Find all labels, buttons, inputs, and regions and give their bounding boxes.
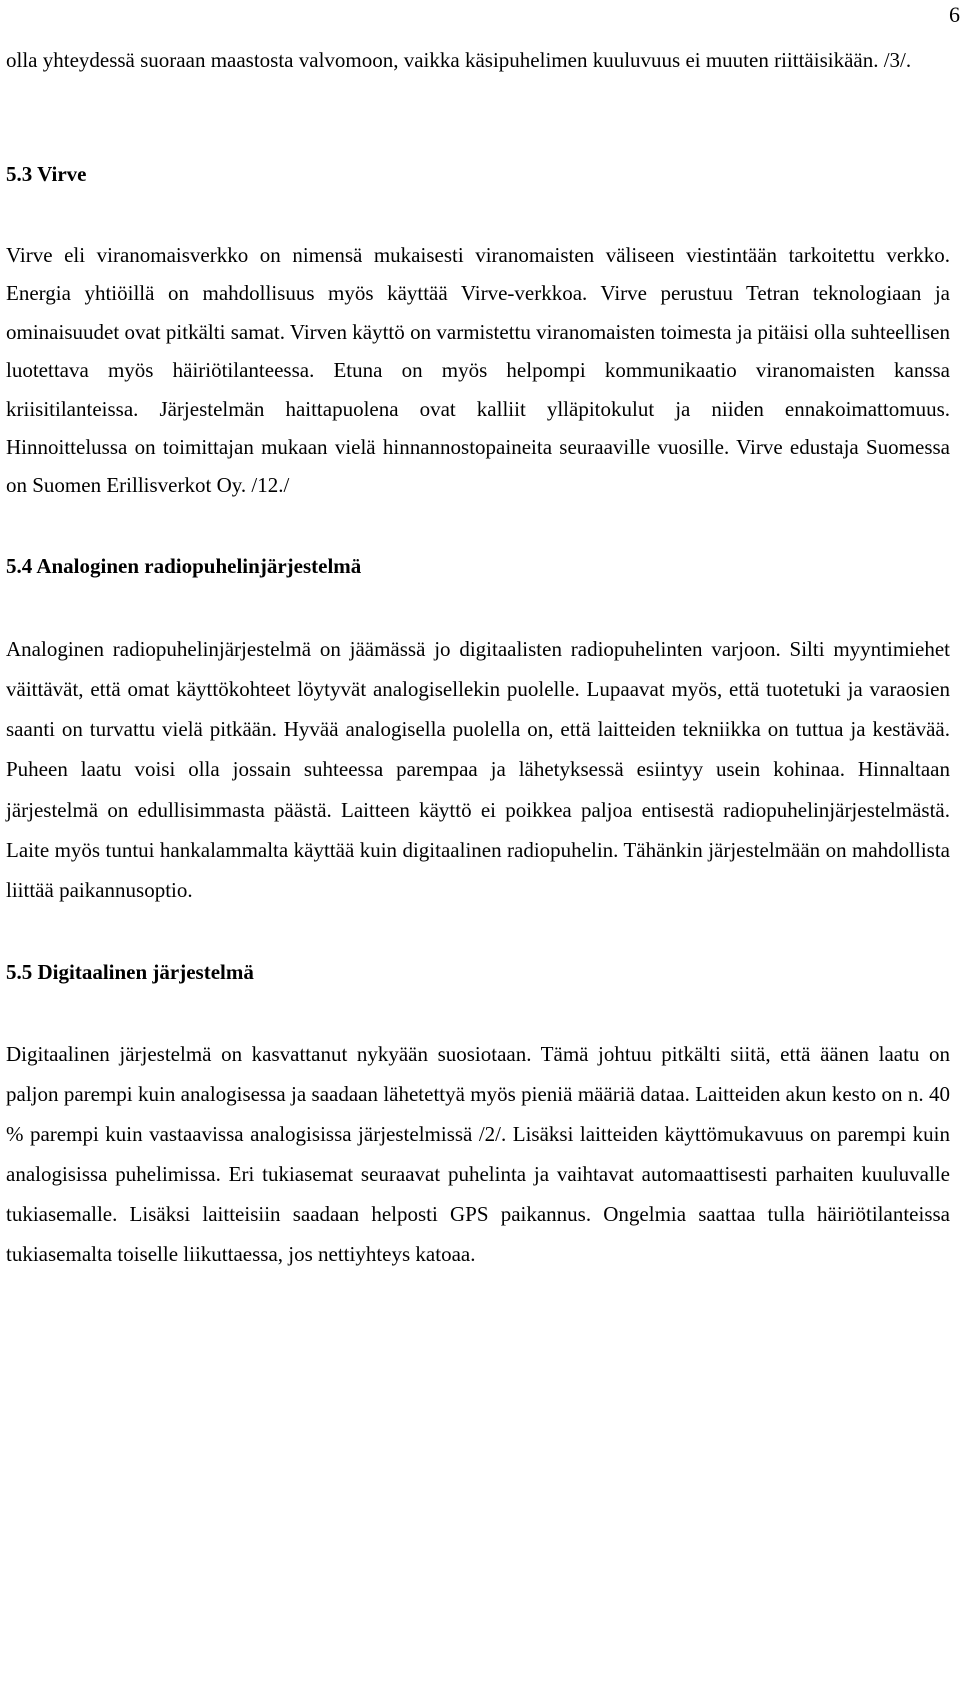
document-body xyxy=(6,40,950,1274)
paragraph-digital-system: Digitaalinen järjestelmä on kasvattanut nykyään suosiotaan. Tämä johtuu pitkälti siitä, että äänen laatu on paljon parempi kuin analogisessa ja saadaan lähetettyä myös pieniä määriä dataa. Laitteiden akun kesto on n. 40 % parempi kuin vastaavissa analogisissa järjestelmissä /2/. Lisäksi laitteiden käyttömukavuus on parempi kuin analogisissa puhelimissa. Eri tukiasemat seuraavat puhelinta ja vaihtavat automaattisesti parhaiten kuuluvalle tukiasemalle. Lisäksi laitteisiin saadaan helposti GPS paikannus. Ongelmia saattaa tulla häiriötilanteissa tukiasemalta toiselle liikuttaessa, jos nettiyhteys katoaa. xyxy=(6,1042,950,1267)
paragraph-virve: Virve eli viranomaisverkko on nimensä mukaisesti viranomaisten väliseen viestintään tarkoitettu verkko. Energia yhtiöillä on mahdollisuus myös käyttää Virve-verkkoa. Virve perustuu Tetran teknologiaan ja ominaisuudet ovat pitkälti samat. Virven käyttö on varmistettu viranomaisten toimesta ja pitäisi olla suhteellisen luotettava myös häiriötilanteessa. Etuna on myös helpompi kommunikaatio viranomaisten kanssa kriisitilanteissa. Järjestelmän haittapuolena ovat kalliit ylläpitokulut ja niiden ennakoimattomuus. Hinnoittelussa on toimittajan mukaan vielä hinnannostopaineita seuraaville vuosille. Virve edustaja Suomessa on Suomen Erillisverkot Oy. /12./ xyxy=(6,243,950,498)
section-heading-digital-system: 5.5 Digitaalinen järjestelmä xyxy=(6,960,254,985)
section-heading-virve: 5.3 Virve xyxy=(6,162,87,186)
paragraph-continuation: olla yhteydessä suoraan maastosta valvomoon, vaikka käsipuhelimen kuuluvuus ei muuten riittäisikään. /3/. xyxy=(6,48,912,72)
page-number: 6 xyxy=(949,2,960,27)
paragraph-analog-radio: Analoginen radiopuhelinjärjestelmä on jäämässä jo digitaalisten radiopuhelinten varjoon. Silti myyntimiehet väittävät, että omat käyttökohteet löytyvät analogisellekin puolelle. Lupaavat myös, että tuotetuki ja varaosien saanti on turvattu vielä pitkään. Hyvää analogisella puolella on, että laitteiden tekniikka on tuttua ja kestävää. Puheen laatu voisi olla jossain suhteessa parempaa ja lähetyksessä esiintyy usein kohinaa. Hinnaltaan järjestelmä on edullisimmasta päästä. Laitteen käyttö ei poikkea paljoa entisestä radiopuhelinjärjestelmästä. Laite myös tuntui hankalammalta käyttää kuin digitaalinen radiopuhelin. Tähänkin järjestelmään on mahdollista liittää paikannusoptio. xyxy=(6,636,950,903)
section-heading-analog-radio: 5.4 Analoginen radiopuhelinjärjestelmä xyxy=(6,553,362,578)
